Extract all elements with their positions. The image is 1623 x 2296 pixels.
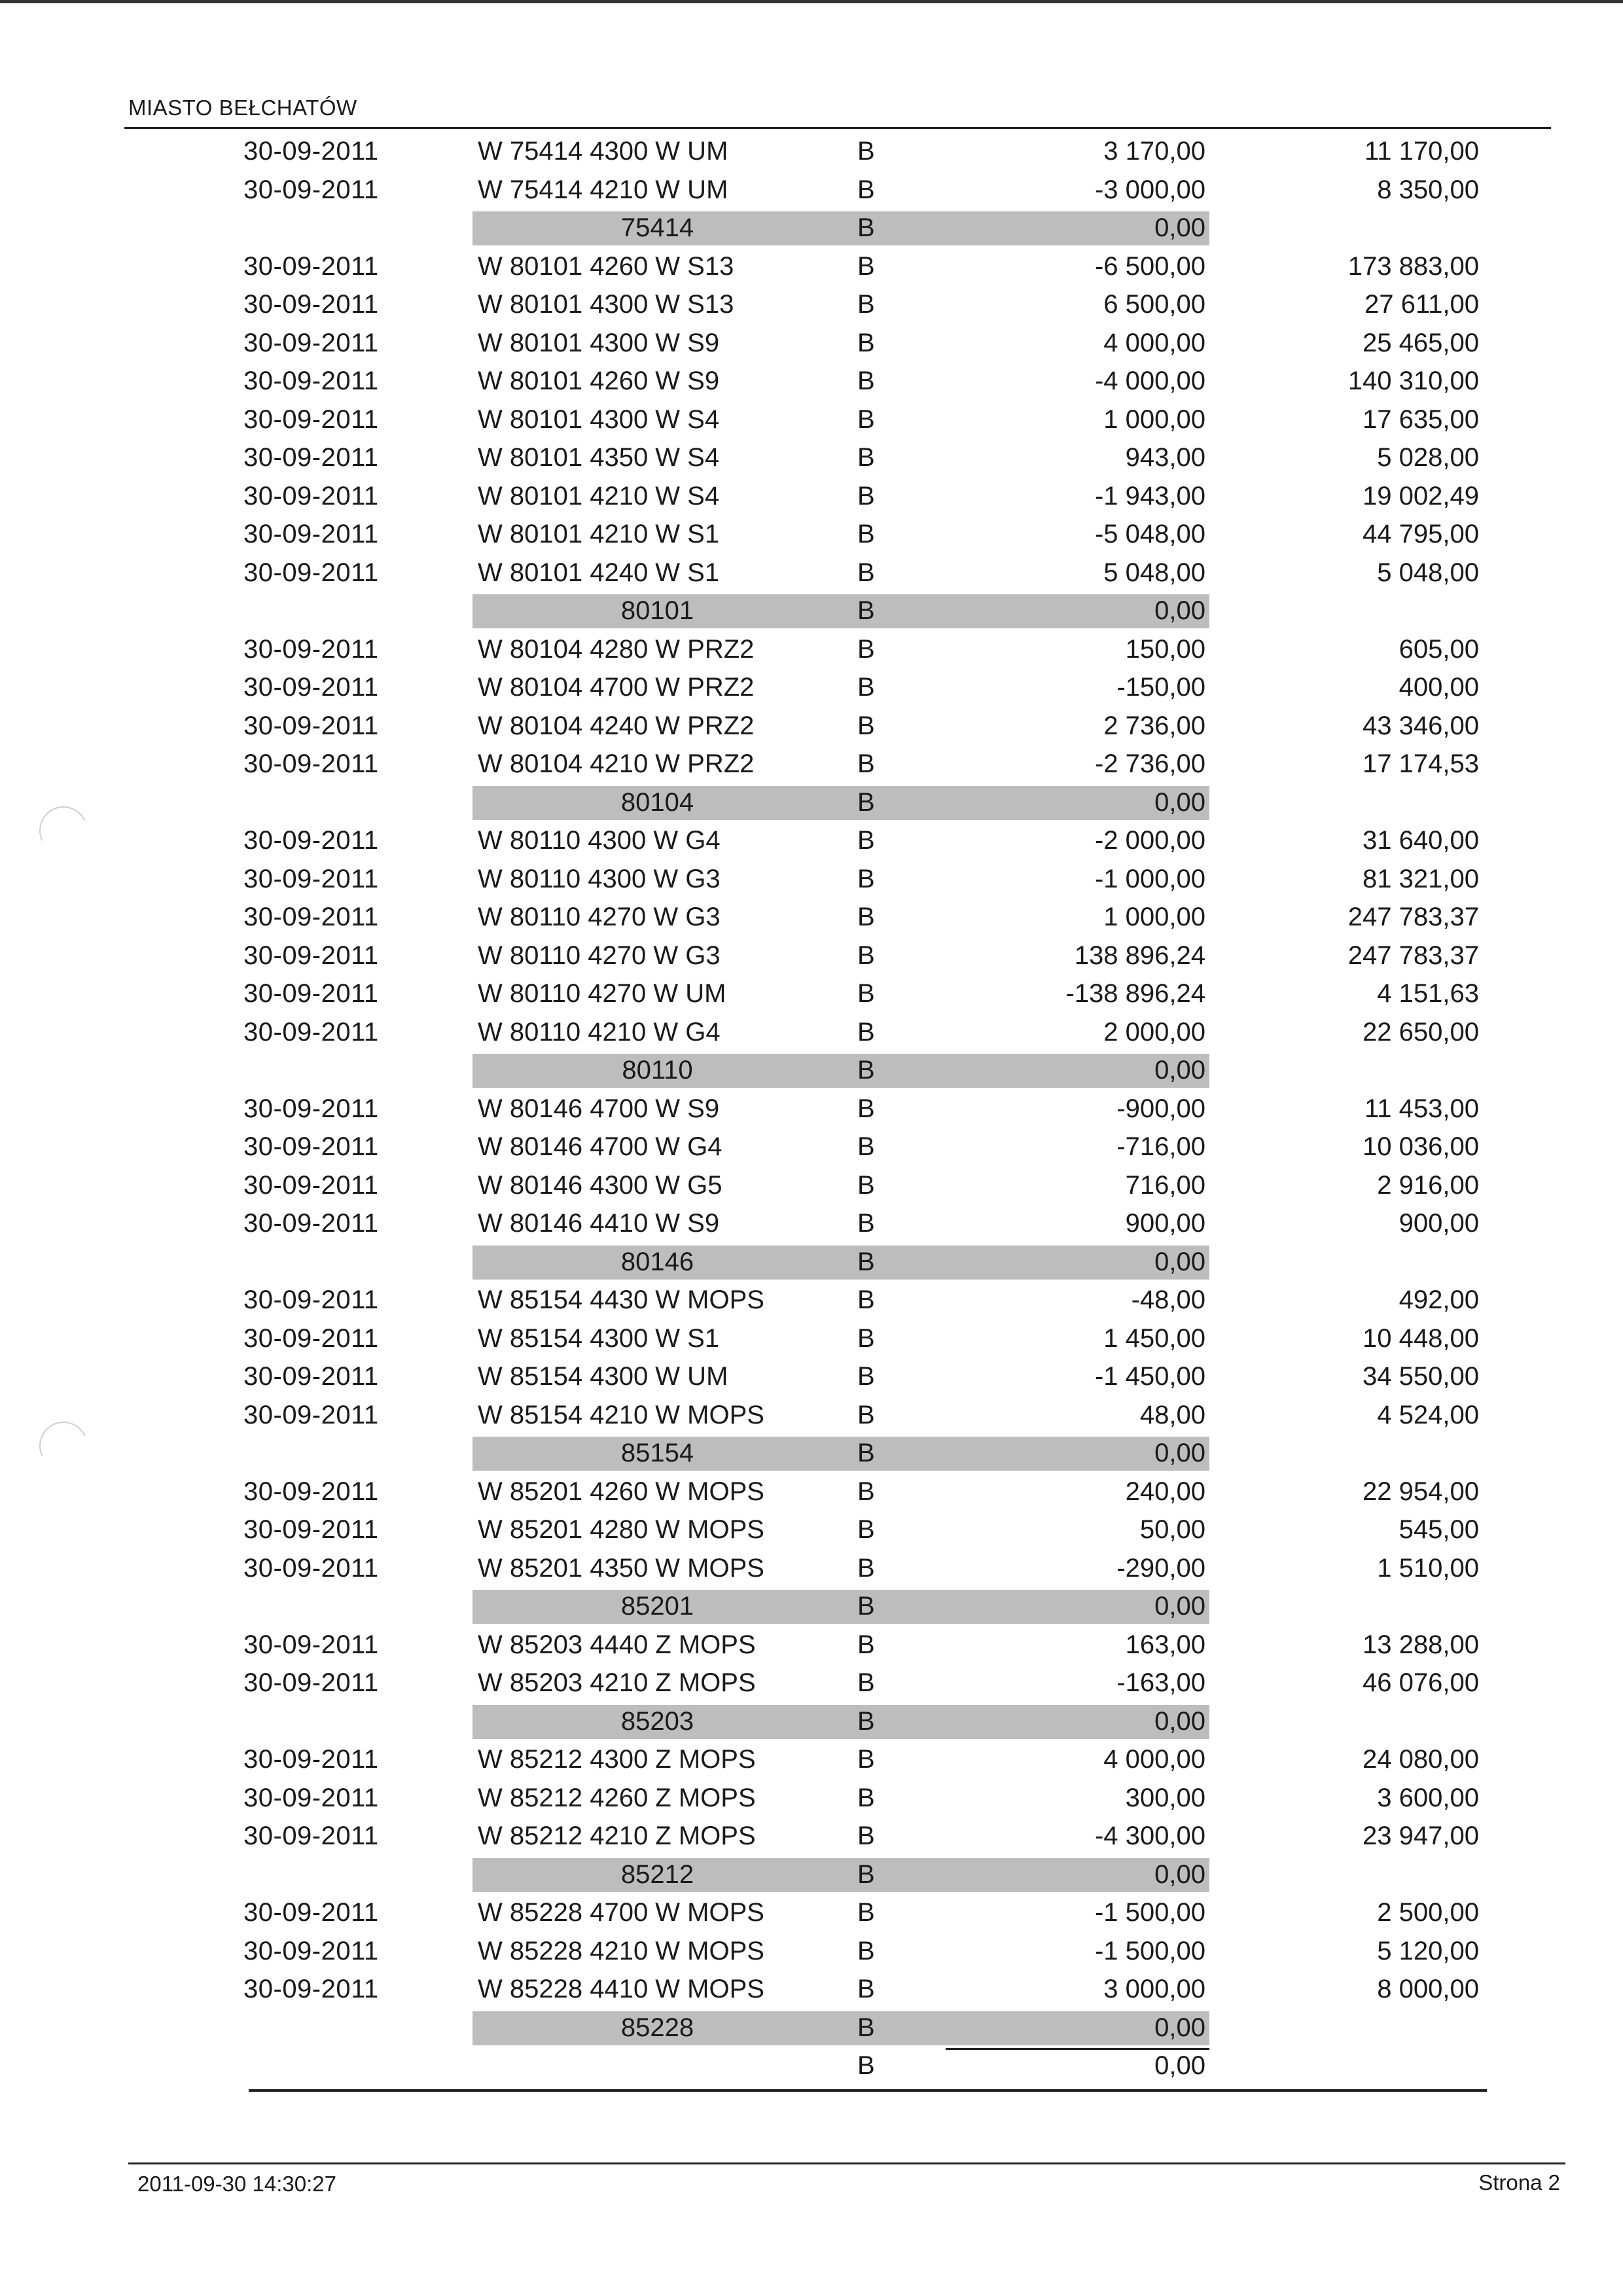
date-cell: 30-09-2011 — [243, 634, 379, 664]
section-summary-row — [0, 2009, 1623, 2047]
type-code: B — [857, 520, 875, 548]
table-row — [0, 171, 1623, 209]
type-code: B — [857, 1323, 875, 1353]
amount-cell: 1 000,00 — [1103, 404, 1205, 434]
account-cell: W 85212 4300 Z MOPS — [478, 1745, 756, 1774]
amount-cell: 2 000,00 — [1103, 1017, 1205, 1047]
table-bottom-divider — [249, 2089, 1487, 2092]
amount-cell: -48,00 — [1131, 1285, 1205, 1314]
amount-cell: -1 943,00 — [1094, 481, 1205, 511]
section-summary-row — [0, 1051, 1623, 1090]
date-cell: 30-09-2011 — [243, 1515, 379, 1544]
date-cell: 30-09-2011 — [243, 826, 379, 855]
section-code: 80146 — [620, 1247, 694, 1276]
section-summary-row — [0, 1702, 1623, 1741]
type-code: B — [857, 137, 875, 166]
amount-cell: 163,00 — [1125, 1630, 1205, 1659]
balance-cell: 11 170,00 — [1364, 137, 1479, 166]
balance-cell: 400,00 — [1399, 673, 1479, 702]
date-cell: 30-09-2011 — [243, 711, 379, 740]
account-cell: W 80146 4300 W G5 — [478, 1170, 722, 1200]
account-cell: W 80101 4350 W S4 — [478, 443, 720, 472]
account-cell: W 85212 4210 Z MOPS — [478, 1821, 756, 1850]
date-cell: 30-09-2011 — [243, 1209, 379, 1238]
section-amount: 0,00 — [1154, 787, 1205, 817]
amount-cell: 3 000,00 — [1103, 1975, 1205, 2003]
grand-total-row — [0, 2047, 1623, 2085]
section-code: 80110 — [622, 1056, 693, 1085]
balance-cell: 22 650,00 — [1363, 1017, 1479, 1047]
date-cell: 30-09-2011 — [243, 1821, 379, 1850]
account-cell: W 80101 4300 W S4 — [478, 404, 720, 434]
amount-cell: 138 896,24 — [1074, 941, 1205, 970]
account-cell: W 80101 4240 W S1 — [478, 558, 720, 587]
section-code: 80104 — [620, 787, 694, 817]
type-code: B — [857, 1898, 875, 1927]
amount-cell: 240,00 — [1125, 1477, 1205, 1506]
table-row — [0, 1511, 1623, 1549]
balance-cell: 140 310,00 — [1347, 367, 1479, 395]
date-cell: 30-09-2011 — [243, 1323, 379, 1353]
type-code: B — [857, 787, 875, 817]
table-row — [0, 1166, 1623, 1205]
amount-cell: -716,00 — [1116, 1132, 1205, 1161]
table-row — [0, 1970, 1623, 2009]
table-row — [0, 1932, 1623, 1971]
amount-cell: 5 048,00 — [1103, 558, 1205, 587]
account-cell: W 80110 4270 W G3 — [478, 941, 721, 970]
type-code: B — [857, 328, 875, 357]
account-cell: W 80110 4270 W UM — [478, 979, 726, 1008]
section-amount: 0,00 — [1154, 1592, 1205, 1621]
date-cell: 30-09-2011 — [243, 1553, 379, 1583]
amount-cell: 4 000,00 — [1103, 328, 1205, 357]
date-cell: 30-09-2011 — [243, 749, 379, 778]
balance-cell: 8 000,00 — [1377, 1975, 1479, 2003]
account-cell: W 85154 4430 W MOPS — [478, 1285, 764, 1314]
date-cell: 30-09-2011 — [243, 328, 379, 357]
table-row — [0, 975, 1623, 1013]
amount-cell: -5 048,00 — [1094, 520, 1205, 548]
table-row — [0, 1893, 1623, 1932]
account-cell: W 85203 4440 Z MOPS — [478, 1630, 756, 1659]
type-code: B — [857, 1783, 875, 1812]
account-cell: W 85228 4700 W MOPS — [478, 1898, 764, 1927]
balance-cell: 19 002,49 — [1363, 481, 1479, 511]
table-row — [0, 515, 1623, 554]
balance-cell: 24 080,00 — [1363, 1745, 1479, 1774]
section-summary-row — [0, 1434, 1623, 1473]
balance-cell: 173 883,00 — [1347, 251, 1479, 281]
account-cell: W 80104 4210 W PRZ2 — [478, 749, 755, 778]
account-cell: W 80101 4300 W S9 — [478, 328, 720, 357]
date-cell: 30-09-2011 — [243, 1936, 379, 1965]
footer-divider — [128, 2162, 1565, 2164]
table-row — [0, 554, 1623, 592]
section-amount: 0,00 — [1154, 1056, 1205, 1085]
amount-cell: 50,00 — [1139, 1515, 1205, 1544]
section-amount: 0,00 — [1154, 596, 1205, 625]
date-cell: 30-09-2011 — [243, 903, 379, 931]
balance-cell: 5 120,00 — [1377, 1936, 1479, 1965]
balance-cell: 4 151,63 — [1377, 979, 1479, 1008]
date-cell: 30-09-2011 — [243, 1285, 379, 1314]
balance-cell: 34 550,00 — [1363, 1362, 1479, 1391]
amount-cell: -290,00 — [1116, 1553, 1205, 1583]
amount-cell: -1 500,00 — [1094, 1898, 1205, 1927]
table-row — [0, 1319, 1623, 1358]
table-row — [0, 285, 1623, 324]
account-cell: W 80101 4210 W S4 — [478, 481, 720, 511]
type-code: B — [857, 711, 875, 740]
balance-cell: 10 448,00 — [1363, 1323, 1479, 1353]
type-code: B — [857, 1821, 875, 1850]
table-row — [0, 1740, 1623, 1779]
table-row — [0, 1549, 1623, 1588]
total-type-code: B — [857, 2051, 875, 2080]
type-code: B — [857, 1209, 875, 1238]
scan-top-edge — [0, 0, 1623, 3]
balance-cell: 22 954,00 — [1363, 1477, 1479, 1506]
account-cell: W 85154 4210 W MOPS — [478, 1400, 764, 1429]
account-cell: W 80101 4260 W S9 — [478, 367, 720, 395]
type-code: B — [857, 1056, 875, 1085]
date-cell: 30-09-2011 — [243, 1400, 379, 1429]
section-code: 85154 — [620, 1439, 694, 1467]
section-amount: 0,00 — [1154, 2013, 1205, 2042]
section-amount: 0,00 — [1154, 1439, 1205, 1467]
date-cell: 30-09-2011 — [243, 1132, 379, 1161]
account-cell: W 80146 4410 W S9 — [478, 1209, 720, 1238]
account-cell: W 80104 4240 W PRZ2 — [478, 711, 755, 740]
balance-cell: 8 350,00 — [1377, 175, 1479, 204]
balance-cell: 81 321,00 — [1363, 864, 1479, 893]
balance-cell: 25 465,00 — [1363, 328, 1479, 357]
type-code: B — [857, 1247, 875, 1276]
balance-cell: 17 174,53 — [1363, 749, 1479, 778]
date-cell: 30-09-2011 — [243, 481, 379, 511]
account-cell: W 80104 4700 W PRZ2 — [478, 673, 755, 702]
amount-cell: 48,00 — [1139, 1400, 1205, 1429]
account-cell: W 80101 4300 W S13 — [478, 290, 734, 319]
balance-cell: 44 795,00 — [1363, 520, 1479, 548]
table-row — [0, 1779, 1623, 1818]
date-cell: 30-09-2011 — [243, 1668, 379, 1697]
account-cell: W 80146 4700 W S9 — [478, 1094, 720, 1123]
balance-cell: 46 076,00 — [1363, 1668, 1479, 1697]
type-code: B — [857, 1170, 875, 1200]
table-row — [0, 1013, 1623, 1052]
date-cell: 30-09-2011 — [243, 520, 379, 548]
section-amount: 0,00 — [1154, 1706, 1205, 1736]
balance-cell: 27 611,00 — [1364, 290, 1479, 319]
amount-cell: -2 736,00 — [1094, 749, 1205, 778]
date-cell: 30-09-2011 — [243, 979, 379, 1008]
date-cell: 30-09-2011 — [243, 673, 379, 702]
section-amount: 0,00 — [1154, 213, 1205, 242]
table-row — [0, 668, 1623, 707]
type-code: B — [857, 1975, 875, 2003]
date-cell: 30-09-2011 — [243, 1975, 379, 2003]
table-row — [0, 1396, 1623, 1435]
table-row — [0, 821, 1623, 860]
amount-cell: 716,00 — [1125, 1170, 1205, 1200]
date-cell: 30-09-2011 — [243, 558, 379, 587]
type-code: B — [857, 443, 875, 472]
date-cell: 30-09-2011 — [243, 1362, 379, 1391]
section-code: 80101 — [620, 596, 694, 625]
date-cell: 30-09-2011 — [243, 175, 379, 204]
account-cell: W 85201 4350 W MOPS — [478, 1553, 764, 1583]
type-code: B — [857, 290, 875, 319]
balance-cell: 247 783,37 — [1347, 903, 1479, 931]
account-cell: W 80101 4260 W S13 — [478, 251, 734, 281]
table-row — [0, 1281, 1623, 1319]
date-cell: 30-09-2011 — [243, 1170, 379, 1200]
table-row — [0, 707, 1623, 745]
amount-cell: 150,00 — [1125, 634, 1205, 664]
type-code: B — [857, 1592, 875, 1621]
balance-cell: 3 600,00 — [1377, 1783, 1479, 1812]
account-cell: W 85154 4300 W UM — [478, 1362, 728, 1391]
type-code: B — [857, 1706, 875, 1736]
balance-cell: 5 048,00 — [1377, 558, 1479, 587]
amount-cell: -900,00 — [1116, 1094, 1205, 1123]
table-row — [0, 362, 1623, 401]
amount-cell: 300,00 — [1125, 1783, 1205, 1812]
table-row — [0, 1090, 1623, 1128]
amount-cell: 1 000,00 — [1103, 903, 1205, 931]
table-row — [0, 1357, 1623, 1396]
amount-cell: 4 000,00 — [1103, 1745, 1205, 1774]
account-cell: W 80110 4210 W G4 — [478, 1017, 721, 1047]
type-code: B — [857, 903, 875, 931]
balance-cell: 247 783,37 — [1347, 941, 1479, 970]
section-code: 85228 — [620, 2013, 694, 2042]
header-divider — [124, 127, 1551, 129]
section-amount: 0,00 — [1154, 1859, 1205, 1889]
balance-cell: 10 036,00 — [1363, 1132, 1479, 1161]
type-code: B — [857, 1515, 875, 1544]
section-summary-row — [0, 783, 1623, 822]
page-title: MIASTO BEŁCHATÓW — [128, 96, 357, 120]
date-cell: 30-09-2011 — [243, 1745, 379, 1774]
amount-cell: -138 896,24 — [1065, 979, 1205, 1008]
type-code: B — [857, 558, 875, 587]
balance-cell: 4 524,00 — [1377, 1400, 1479, 1429]
type-code: B — [857, 864, 875, 893]
amount-cell: 943,00 — [1125, 443, 1205, 472]
page-number: Strona 2 — [1478, 2170, 1560, 2195]
table-row — [0, 1626, 1623, 1664]
balance-cell: 17 635,00 — [1363, 404, 1479, 434]
amount-cell: -4 300,00 — [1094, 1821, 1205, 1850]
balance-cell: 13 288,00 — [1363, 1630, 1479, 1659]
date-cell: 30-09-2011 — [243, 443, 379, 472]
table-row — [0, 630, 1623, 669]
account-cell: W 85228 4410 W MOPS — [478, 1975, 764, 2003]
table-row — [0, 247, 1623, 286]
type-code: B — [857, 1630, 875, 1659]
type-code: B — [857, 1439, 875, 1467]
date-cell: 30-09-2011 — [243, 1630, 379, 1659]
type-code: B — [857, 1936, 875, 1965]
type-code: B — [857, 634, 875, 664]
amount-cell: 900,00 — [1125, 1209, 1205, 1238]
date-cell: 30-09-2011 — [243, 404, 379, 434]
print-timestamp: 2011-09-30 14:30:27 — [137, 2172, 336, 2196]
section-summary-row — [0, 1587, 1623, 1626]
date-cell: 30-09-2011 — [243, 1783, 379, 1812]
account-cell: W 75414 4300 W UM — [478, 137, 728, 166]
amount-cell: -163,00 — [1116, 1668, 1205, 1697]
type-code: B — [857, 749, 875, 778]
amount-cell: -1 450,00 — [1094, 1362, 1205, 1391]
table-row — [0, 745, 1623, 783]
type-code: B — [857, 481, 875, 511]
type-code: B — [857, 1477, 875, 1506]
date-cell: 30-09-2011 — [243, 1477, 379, 1506]
balance-cell: 900,00 — [1399, 1209, 1479, 1238]
section-code: 75414 — [620, 213, 694, 242]
balance-cell: 1 510,00 — [1377, 1553, 1479, 1583]
table-row — [0, 860, 1623, 899]
table-row — [0, 1128, 1623, 1166]
type-code: B — [857, 404, 875, 434]
date-cell: 30-09-2011 — [243, 251, 379, 281]
type-code: B — [857, 1668, 875, 1697]
table-row — [0, 937, 1623, 975]
date-cell: 30-09-2011 — [243, 1898, 379, 1927]
table-row — [0, 132, 1623, 171]
type-code: B — [857, 596, 875, 625]
balance-cell: 2 500,00 — [1377, 1898, 1479, 1927]
account-cell: W 85228 4210 W MOPS — [478, 1936, 764, 1965]
type-code: B — [857, 1553, 875, 1583]
account-cell: W 80146 4700 W G4 — [478, 1132, 722, 1161]
table-row — [0, 401, 1623, 439]
amount-cell: -6 500,00 — [1094, 251, 1205, 281]
account-cell: W 85201 4260 W MOPS — [478, 1477, 764, 1506]
balance-cell: 31 640,00 — [1363, 826, 1479, 855]
balance-cell: 605,00 — [1399, 634, 1479, 664]
account-cell: W 85203 4210 Z MOPS — [478, 1668, 756, 1697]
balance-cell: 492,00 — [1399, 1285, 1479, 1314]
amount-cell: 3 170,00 — [1103, 137, 1205, 166]
type-code: B — [857, 1362, 875, 1391]
account-cell: W 85154 4300 W S1 — [478, 1323, 720, 1353]
amount-cell: -3 000,00 — [1094, 175, 1205, 204]
section-amount: 0,00 — [1154, 1247, 1205, 1276]
type-code: B — [857, 1132, 875, 1161]
table-row — [0, 1204, 1623, 1243]
section-code: 85212 — [620, 1859, 694, 1889]
account-cell: W 80110 4270 W G3 — [478, 903, 721, 931]
amount-cell: -1 500,00 — [1094, 1936, 1205, 1965]
balance-cell: 23 947,00 — [1363, 1821, 1479, 1850]
account-cell: W 80110 4300 W G4 — [478, 826, 721, 855]
date-cell: 30-09-2011 — [243, 941, 379, 970]
date-cell: 30-09-2011 — [243, 864, 379, 893]
type-code: B — [857, 213, 875, 242]
date-cell: 30-09-2011 — [243, 137, 379, 166]
date-cell: 30-09-2011 — [243, 367, 379, 395]
balance-cell: 2 916,00 — [1377, 1170, 1479, 1200]
amount-cell: -1 000,00 — [1094, 864, 1205, 893]
amount-cell: -150,00 — [1116, 673, 1205, 702]
date-cell: 30-09-2011 — [243, 1094, 379, 1123]
amount-cell: 2 736,00 — [1103, 711, 1205, 740]
balance-cell: 11 453,00 — [1364, 1094, 1479, 1123]
account-cell: W 80104 4280 W PRZ2 — [478, 634, 755, 664]
account-cell: W 80101 4210 W S1 — [478, 520, 720, 548]
section-summary-row — [0, 1856, 1623, 1894]
type-code: B — [857, 826, 875, 855]
balance-cell: 43 346,00 — [1363, 711, 1479, 740]
type-code: B — [857, 1017, 875, 1047]
table-row — [0, 439, 1623, 477]
table-row — [0, 1664, 1623, 1702]
transaction-table — [0, 132, 1623, 2085]
section-summary-row — [0, 1243, 1623, 1282]
account-cell: W 85201 4280 W MOPS — [478, 1515, 764, 1544]
balance-cell: 5 028,00 — [1377, 443, 1479, 472]
type-code: B — [857, 1859, 875, 1889]
type-code: B — [857, 367, 875, 395]
section-summary-row — [0, 592, 1623, 630]
type-code: B — [857, 979, 875, 1008]
section-code: 85203 — [620, 1706, 694, 1736]
type-code: B — [857, 941, 875, 970]
date-cell: 30-09-2011 — [243, 1017, 379, 1047]
section-summary-row — [0, 209, 1623, 247]
type-code: B — [857, 1745, 875, 1774]
table-row — [0, 324, 1623, 363]
table-row — [0, 898, 1623, 937]
grand-total-amount: 0,00 — [1154, 2051, 1205, 2080]
table-row — [0, 1473, 1623, 1511]
amount-cell: -4 000,00 — [1094, 367, 1205, 395]
account-cell: W 75414 4210 W UM — [478, 175, 728, 204]
date-cell: 30-09-2011 — [243, 290, 379, 319]
amount-cell: 6 500,00 — [1103, 290, 1205, 319]
type-code: B — [857, 175, 875, 204]
account-cell: W 85212 4260 Z MOPS — [478, 1783, 756, 1812]
type-code: B — [857, 251, 875, 281]
type-code: B — [857, 2013, 875, 2042]
section-code: 85201 — [620, 1592, 694, 1621]
amount-cell: 1 450,00 — [1103, 1323, 1205, 1353]
type-code: B — [857, 1285, 875, 1314]
table-row — [0, 477, 1623, 516]
balance-cell: 545,00 — [1399, 1515, 1479, 1544]
amount-cell: -2 000,00 — [1094, 826, 1205, 855]
type-code: B — [857, 673, 875, 702]
type-code: B — [857, 1400, 875, 1429]
account-cell: W 80110 4300 W G3 — [478, 864, 721, 893]
table-row — [0, 1817, 1623, 1856]
type-code: B — [857, 1094, 875, 1123]
